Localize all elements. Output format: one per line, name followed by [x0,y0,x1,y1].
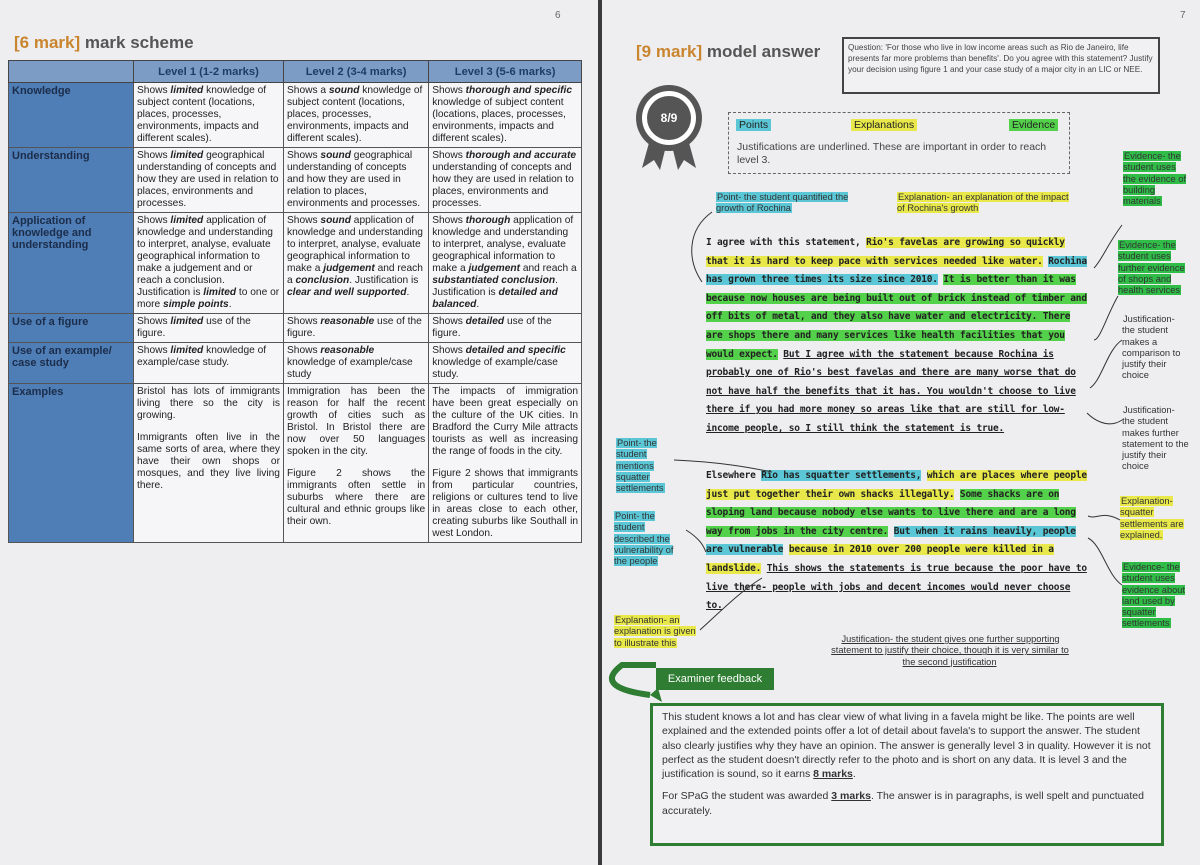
essay-segment: I agree with this statement, [706,237,867,248]
table-row [9,213,582,314]
essay-segment: Some shacks are on sloping land because nobody else wants to live there and are a long way from jobs in the city centre. [706,488,1076,537]
annotation-justification-further: Justification- the student makes further statement to the justify their choice [1122,405,1189,472]
mark-scheme-table [8,60,582,543]
key-points: Points [736,119,771,131]
level-1-cell: Shows limited use of the figure. [134,314,284,343]
heading-bracket: [6 mark] [14,33,81,52]
level-1-cell: Shows limited knowledge of example/case study. [134,343,284,384]
essay-segment: which are places where people just put together their own shacks illegally. [706,470,1087,500]
essay-segment: Rio has squatter settlements, [761,470,922,481]
criterion-cell: Use of a figure [9,314,134,343]
essay-segment: It is better than it was because now houses are being built out of brick instead of timber and off bits of metal, and they also have water and electricity. There are shops there and many services like health facilities that you would expect. [706,274,1087,360]
heading-rest: mark scheme [80,33,194,52]
criterion-cell: Use of an example/ case study [9,343,134,384]
table-header-1: Level 1 (1-2 marks) [134,61,284,83]
annotation-explanation-illustrate: Explanation- an explanation is given to illustrate this [614,615,696,648]
essay-segment: Elsewhere [706,470,762,481]
annotation-evidence-building: Evidence- the student uses the evidence of building materials [1123,151,1187,207]
level-1-cell: Bristol has lots of immigrants living there so the city is growing. Immigrants often live in the same sorts of area, where they have their own shops or mosques, and they live living there. [134,384,284,543]
annotation-point-squatter: Point- the student mentions squatter settlements [616,438,664,494]
annotation-explanation-impact: Explanation- an explanation of the impact of Rochina's growth [897,192,1069,214]
heading-bracket: [9 mark] [636,42,703,61]
level-2-cell: Shows reasonable use of the figure. [283,314,428,343]
essay-segment: because in 2010 over 200 people were killed in a landslide. [706,544,1054,574]
table-header-3: Level 3 (5-6 marks) [429,61,582,83]
essay-segment: Rio's favelas are growing so quickly that it is hard to keep pace with services needed like water. [706,237,1065,267]
criterion-cell: Understanding [9,148,134,213]
table-row [9,148,582,213]
key-evidence: Evidence [1009,119,1058,131]
annotation-evidence-shops: Evidence- the student uses further evidence of shops and health services [1118,240,1185,296]
annotation-evidence-land: Evidence- the student uses evidence about land used by squatter settlements [1122,562,1186,629]
level-2-cell: Shows sound geographical understanding of concepts and how they are used in relation to places, environments and processes. [283,148,428,213]
table-row [9,384,582,543]
feedback-paragraph-2: For SPaG the student was awarded 3 marks. The answer is in paragraphs, is well spelt and punctuated accurately. [662,790,1144,817]
level-3-cell: Shows thorough application of knowledge and understanding to interpret, analyse, evaluate geographical information to make a judgement and reach a substantiated conclusion. Justification is detailed and balanced. [429,213,582,314]
page-number: 7 [1180,10,1186,21]
level-3-cell: Shows thorough and accurate understanding of concepts and how they are used in relation to places, environments and processes. [429,148,582,213]
model-answer-page [602,0,1200,865]
mark-scheme-page [0,0,598,865]
essay-segment: This shows the statements is true because the poor have to live there- people with jobs and decent incomes would never choose to. [706,562,1087,612]
key-justification-note: Justifications are underlined. These are important in order to reach level 3. [737,141,1047,166]
essay-segment: But I agree with the statement because Rochina is probably one of Rio's best favelas and there are many worse that do not have half the benefits that it has. You wouldn't choose to live there if you had more money so areas like that are still for low-income people, so I still think the statement is true. [706,348,1076,434]
annotation-justification-one-further: Justification- the student gives one further supporting statement to justify their choice, though it is very similar to the second justification [831,634,1069,667]
table-row [9,83,582,148]
annotation-justification-comparison: Justification- the student makes a comparison to justify their choice [1122,314,1181,381]
page-number: 6 [555,10,561,21]
level-1-cell: Shows limited knowledge of subject content (locations, places, processes, environments, impacts and different scales). [134,83,284,148]
level-3-cell: Shows detailed use of the figure. [429,314,582,343]
feedback-paragraph-1: This student knows a lot and has clear view of what living in a favela might be like. The points are well explained and the extended points offer a lot of detail about favela's to support the answer. The student also clearly justifies why they have an opinion. The answer is generally level 3 in quality. However it is not perfect as the student doesn't directly refer to the photo and is short on any data. It is level 3 and the justification is sound, so it earns 8 marks. [662,711,1151,781]
criterion-cell: Knowledge [9,83,134,148]
examiner-feedback-tab: Examiner feedback [656,668,774,690]
question-box: Question: 'For those who live in low income areas such as Rio de Janeiro, life presents far more problems than benefits'. Do you agree with this statement? Justify your decision using figure 1 and your case study of a major city in an LIC or NEE. [842,37,1160,94]
score-badge: 8/9 [660,111,678,125]
table-row [9,343,582,384]
table-header-0 [9,61,134,83]
criterion-cell: Application of knowledge and understanding [9,213,134,314]
mark-scheme-heading [14,33,194,53]
heading-rest: model answer [702,42,821,61]
essay-segment: Rochina has grown three times its size since 2010. [706,255,1087,286]
table-row [9,314,582,343]
level-3-cell: Shows thorough and specific knowledge of subject content (locations, places, processes, environments, impacts and different scales). [429,83,582,148]
annotation-explanation-squatter: Explanation- squatter settlements are explained. [1120,496,1184,540]
criterion-cell: Examples [9,384,134,543]
level-3-cell: Shows detailed and specific knowledge of example/case study. [429,343,582,384]
level-2-cell: Shows a sound knowledge of subject content (locations, places, processes, environments, impacts and different scales). [283,83,428,148]
level-2-cell: Immigration has been the reason for half the recent growth of cities such as Bristol. In Bristol there are now over 50 languages spoken in the city. Figure 2 shows the immigrants often settle in suburbs where there are cultural and ethnic groups like their own. [283,384,428,543]
level-2-cell: Shows reasonable knowledge of example/case study [283,343,428,384]
key-explanations: Explanations [851,119,917,131]
level-1-cell: Shows limited geographical understanding of concepts and how they are used in relation to places, environments and processes. [134,148,284,213]
level-2-cell: Shows sound application of knowledge and understanding to interpret, analyse, evaluate geographical information to make a judgement and reach a conclusion. Justification is clear and well supported. [283,213,428,314]
annotation-point-vulnerability: Point- the student described the vulnerability of the people [614,511,674,567]
examiner-feedback-box [650,703,1164,846]
essay-segment: But when it rains heavily, people are vulnerable [706,525,1076,556]
level-1-cell: Shows limited application of knowledge and understanding to interpret, analyse, evaluate geographical information to make a judgement and or reach a conclusion. Justification is limited to one or more simple points. [134,213,284,314]
level-3-cell: The impacts of immigration have been great especially on the culture of the UK cities. In Bradford the Curry Mile attracts tourists as well as increasing the range of foods in the city. Figure 2 shows that immigrants from particular countries, religions or cultures tend to live in areas close to each other, creating suburbs like Southall in west London. [429,384,582,543]
annotation-point-quantified: Point- the student quantified the growth of Rochina [716,192,849,214]
table-header-2: Level 2 (3-4 marks) [283,61,428,83]
